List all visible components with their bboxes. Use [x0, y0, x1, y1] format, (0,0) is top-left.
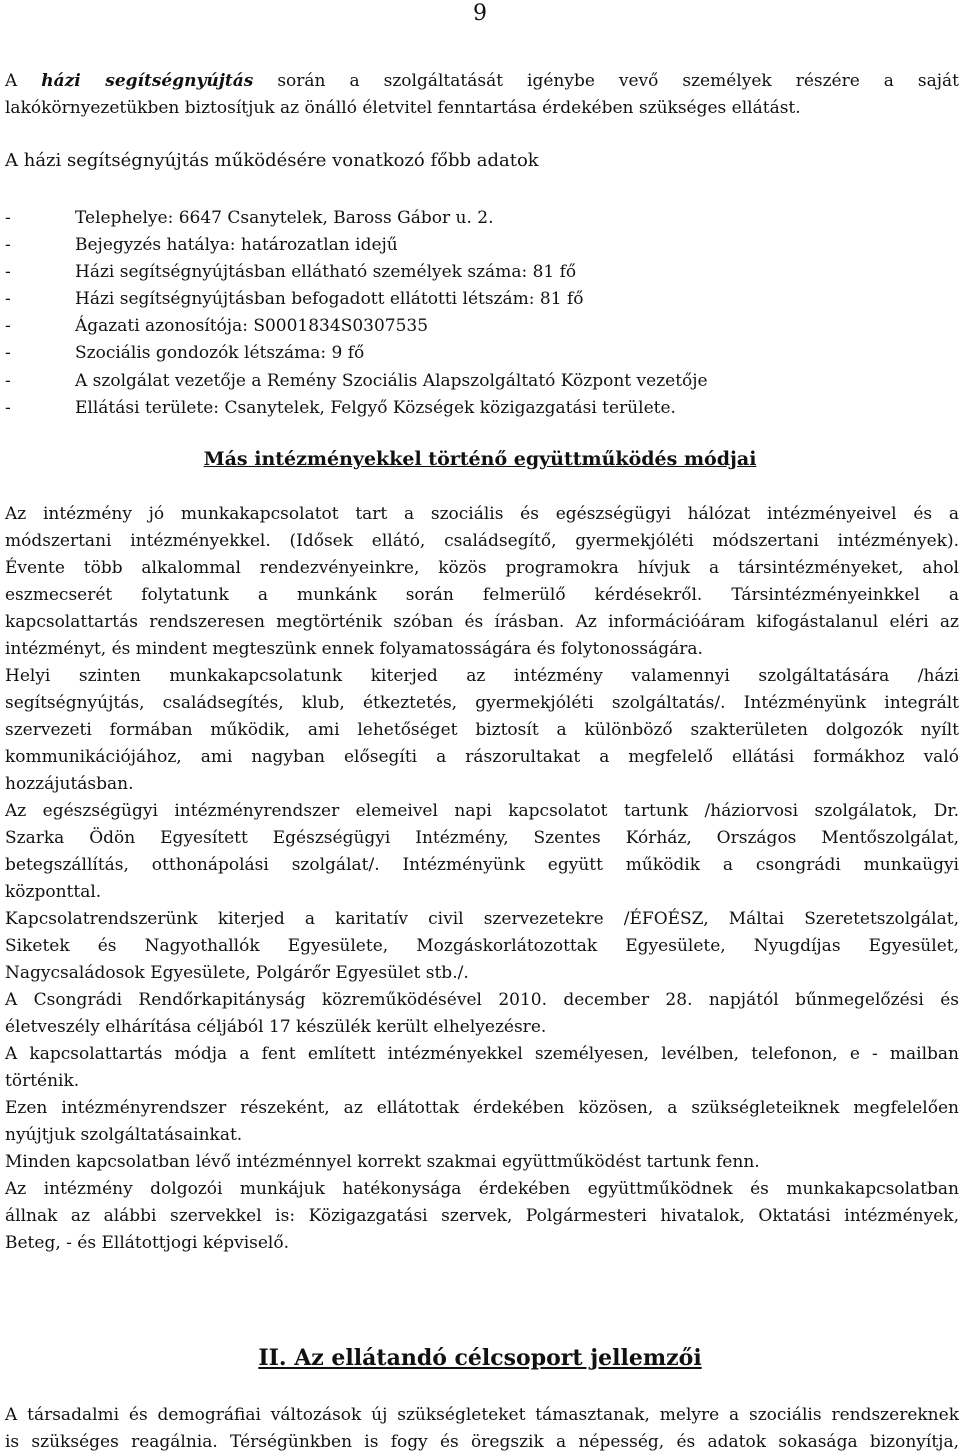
list-item: - Bejegyzés hatálya: határozatlan idejű	[5, 235, 398, 256]
body-line: Az egészségügyi intézményrendszer elemeivel napi kapcsolatot tartunk /háziorvosi szolgálatok, Dr.	[5, 801, 959, 821]
data-list	[5, 205, 708, 422]
body-line: központtal.	[5, 882, 102, 902]
data-heading: A házi segítségnyújtás működésére vonatkozó főbb adatok	[5, 150, 539, 171]
list-item: - Házi segítségnyújtásban befogadott ellátotti létszám: 81 fő	[5, 289, 584, 310]
list-item: - Ágazati azonosítója: S0001834S0307535	[5, 316, 429, 337]
closing-line-1: A társadalmi és demográfiai változások új szükségleteket támasztanak, melyre a szociális rendszereknek	[5, 1405, 959, 1425]
body-line: Szarka Ödön Egyesített Egészségügyi Intézmény, Szentes Kórház, Országos Mentőszolgálat,	[5, 828, 959, 848]
list-item: - A szolgálat vezetője a Remény Szociális Alapszolgáltató Központ vezetője	[5, 370, 708, 391]
body-line: betegszállítás, otthonápolási szolgálat/. Intézményünk együtt működik a csongrádi munkaügyi	[5, 855, 959, 875]
body-line: Az intézmény dolgozói munkájuk hatékonysága érdekében együttműködnek és munkakapcsolatban	[5, 1179, 959, 1199]
body-line: kapcsolattartás rendszeresen megtörténik szóban és írásban. Az információáram kifogástalanul eléri az	[5, 612, 959, 632]
body-line: Nagycsaládosok Egyesülete, Polgárőr Egyesület stb./.	[5, 963, 469, 983]
list-item: - Telephelye: 6647 Csanytelek, Baross Gábor u. 2.	[5, 208, 494, 228]
body-line: Siketek és Nagyothallók Egyesülete, Mozgáskorlátozottak Egyesülete, Nyugdíjas Egyesület,	[5, 936, 959, 956]
list-item: - Házi segítségnyújtásban ellátható személyek száma: 81 fő	[5, 262, 577, 283]
list-item: - Szociális gondozók létszáma: 9 fő	[5, 343, 365, 364]
body-line: kommunikációjához, ami nagyban elősegíti a rászorultakat a megfelelő ellátási formákhoz való	[5, 747, 959, 767]
intro-line-2: lakókörnyezetükben biztosítjuk az önálló életvitel fenntartása érdekében szükséges ellátást.	[5, 98, 801, 118]
section-title: Más intézményekkel történő együttműködés módjai	[203, 448, 757, 470]
body-line: eszmecserét folytatunk a munkánk során felmerülő kérdésekről. Társintézményeinkkel a	[5, 585, 959, 605]
body-line: Helyi szinten munkakapcsolatunk kiterjed az intézmény valamennyi szolgáltatására /házi	[5, 666, 959, 686]
body-line: történik.	[5, 1071, 80, 1091]
body-line: nyújtjuk szolgáltatásainkat.	[5, 1125, 243, 1145]
body-line: A Csongrádi Rendőrkapitányság közreműködésével 2010. december 28. napjától bűnmegelőzési és	[5, 990, 959, 1010]
intro-line-1	[5, 68, 959, 95]
body-line: életveszély elhárítása céljából 17 készülék került elhelyezésre.	[5, 1017, 547, 1037]
body-line: A kapcsolattartás módja a fent említett intézményekkel személyesen, levélben, telefonon, e - mailban	[5, 1044, 959, 1064]
body-line: intézményt, és mindent megteszünk ennek folyamatosságára és folytonosságára.	[5, 639, 703, 659]
body-line: szervezeti formában működik, ami lehetőséget biztosít a különböző szakterületen dolgozók nyílt	[5, 720, 959, 740]
body-line: segítségnyújtás, családsegítés, klub, étkeztetés, gyermekjóléti szolgáltatás/. Intézményünk integrált	[5, 693, 959, 713]
body-line: Kapcsolatrendszerünk kiterjed a karitatív civil szervezetekre /ÉFOÉSZ, Máltai Szeretetszolgálat,	[5, 909, 959, 929]
body-line: Az intézmény jó munkakapcsolatot tart a szociális és egészségügyi hálózat intézményeivel és a	[5, 504, 959, 524]
body-line: Ezen intézményrendszer részeként, az ellátottak érdekében közösen, a szükségleteiknek megfelelően	[5, 1098, 959, 1118]
body-line: Évente több alkalommal rendezvényeinkre, közös programokra hívjuk a társintézményeket, ahol	[5, 558, 959, 578]
body-line: Beteg, - és Ellátottjogi képviselő.	[5, 1233, 289, 1253]
intro-word: A	[5, 71, 18, 91]
body-line: hozzájutásban.	[5, 774, 134, 794]
page-number: 9	[473, 1, 487, 26]
list-item: - Ellátási területe: Csanytelek, Felgyő Községek közigazgatási területe.	[5, 397, 676, 418]
body-line: módszertani intézményekkel. (Idősek ellátó, családsegítő, gyermekjóléti módszertani intézmények).	[5, 531, 959, 551]
section-title: II. Az ellátandó célcsoport jellemzői	[258, 1345, 702, 1371]
body-line: Minden kapcsolatban lévő intézménnyel korrekt szakmai együttműködést tartunk fenn.	[5, 1152, 760, 1172]
body-line: állnak az alábbi szervekkel is: Közigazgatási szervek, Polgármesteri hivatalok, Oktatási intézmények,	[5, 1206, 959, 1226]
intro-rest: során a szolgáltatását igénybe vevő személyek részére a saját	[277, 71, 960, 91]
intro-emphasis: házi segítségnyújtás	[41, 71, 254, 91]
closing-line-2: is szükséges reagálnia. Térségünkben is fogy és öregszik a népesség, és adatok sokasága bizonyítja,	[5, 1432, 959, 1452]
